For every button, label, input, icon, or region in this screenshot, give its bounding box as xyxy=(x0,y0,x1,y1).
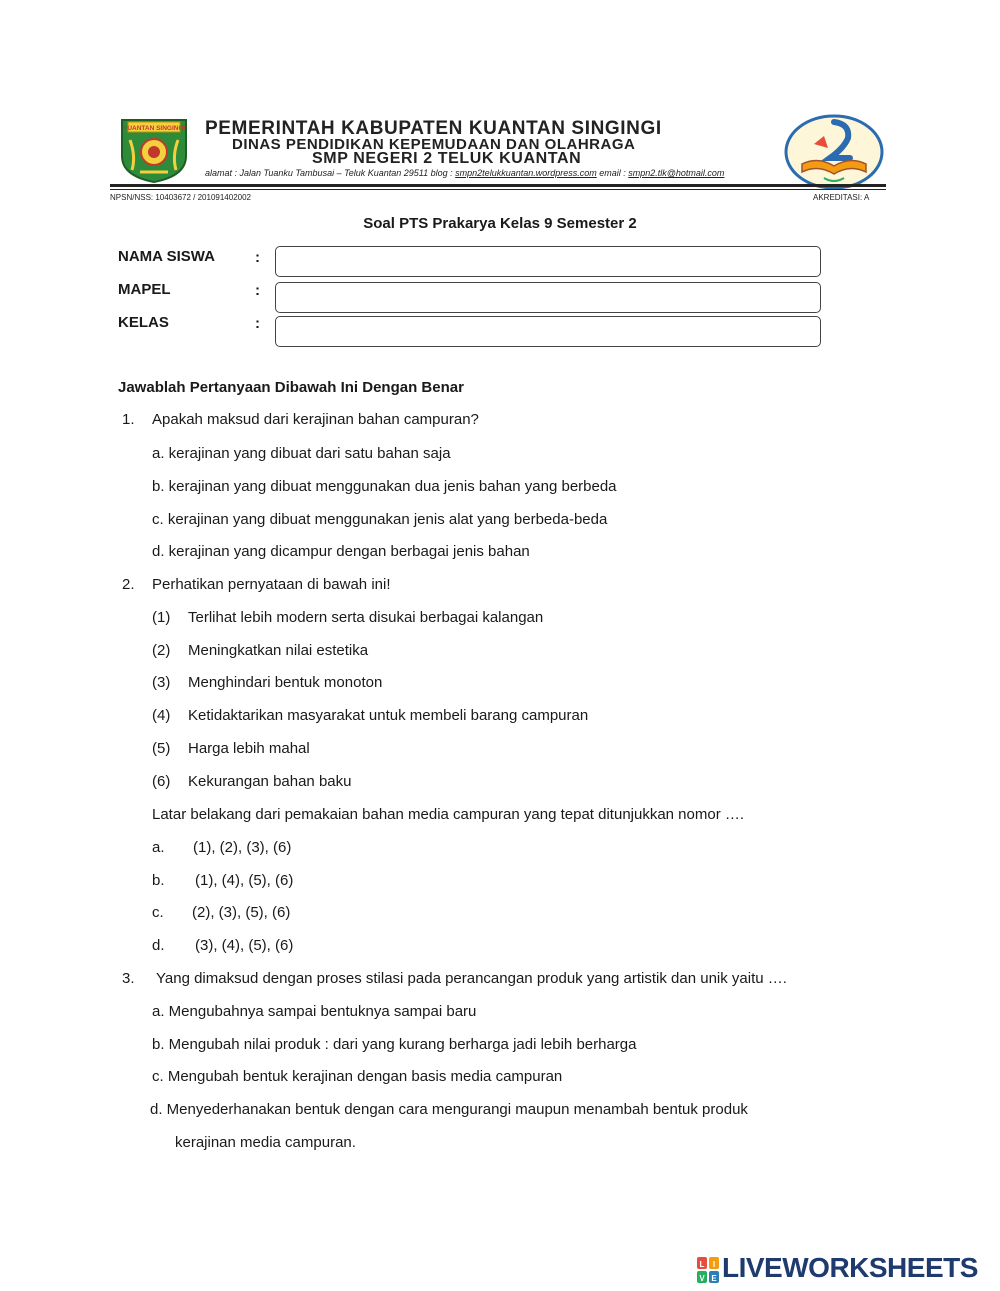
subject-input[interactable] xyxy=(275,282,821,313)
regency-emblem-icon xyxy=(118,116,190,184)
liveworksheets-logo-icon xyxy=(697,1257,719,1283)
option-letter: c. xyxy=(152,904,164,921)
npsn-number: NPSN/NSS: 10403672 / 201091402002 xyxy=(110,193,251,202)
email-label: email : xyxy=(596,168,629,178)
badge-letter: L xyxy=(699,1260,705,1269)
badge-letter: I xyxy=(712,1260,716,1269)
answer-option[interactable]: a. Mengubahnya sampai bentuknya sampai baru xyxy=(152,1003,477,1020)
answer-option[interactable]: (1), (4), (5), (6) xyxy=(195,872,294,889)
badge-letter: V xyxy=(699,1274,705,1283)
answer-option[interactable]: (3), (4), (5), (6) xyxy=(195,937,294,954)
badge-letter: E xyxy=(711,1274,717,1283)
answer-option[interactable]: c. kerajinan yang dibuat menggunakan jenis alat yang berbeda-beda xyxy=(152,511,608,528)
question-text: Apakah maksud dari kerajinan bahan campuran? xyxy=(152,411,479,428)
answer-option[interactable]: a. kerajinan yang dibuat dari satu bahan saja xyxy=(152,445,451,462)
blog-link[interactable]: smpn2telukkuantan.wordpress.com xyxy=(455,168,597,178)
field-colon: : xyxy=(255,249,260,266)
liveworksheets-badge xyxy=(697,1257,719,1288)
question-number: 1. xyxy=(122,411,135,428)
statement-number: (2) xyxy=(152,642,171,659)
accreditation: AKREDITASI: A xyxy=(813,193,870,202)
field-colon: : xyxy=(255,315,260,332)
question-prompt: Latar belakang dari pemakaian bahan media campuran yang tepat ditunjukkan nomor …. xyxy=(152,806,745,823)
question-number: 3. xyxy=(122,970,135,987)
letterhead-rule-thin xyxy=(110,189,886,190)
answer-option[interactable]: d. Menyederhanakan bentuk dengan cara mengurangi maupun menambah bentuk produk xyxy=(150,1101,748,1118)
statement-text: Terlihat lebih modern serta disukai berbagai kalangan xyxy=(188,609,544,626)
school-emblem-icon xyxy=(784,114,884,190)
field-label-name: NAMA SISWA xyxy=(118,248,215,265)
answer-option[interactable]: (2), (3), (5), (6) xyxy=(192,904,291,921)
exam-title: Soal PTS Prakarya Kelas 9 Semester 2 xyxy=(363,215,637,232)
answer-option[interactable]: b. Mengubah nilai produk : dari yang kurang berharga jadi lebih berharga xyxy=(152,1036,637,1053)
statement-text: Menghindari bentuk monoton xyxy=(188,674,383,691)
answer-option[interactable]: c. Mengubah bentuk kerajinan dengan basis media campuran xyxy=(152,1068,563,1085)
answer-option-continuation: kerajinan media campuran. xyxy=(175,1134,356,1151)
email-link[interactable]: smpn2.tlk@hotmail.com xyxy=(628,168,725,178)
liveworksheets-watermark: LIVEWORKSHEETS xyxy=(722,1252,978,1283)
option-letter: a. xyxy=(152,839,165,856)
address-text: alamat : Jalan Tuanku Tambusai – Teluk Kuantan 29511 blog : xyxy=(205,168,456,178)
letterhead-address xyxy=(205,168,724,178)
letterhead-school: SMP NEGERI 2 TELUK KUANTAN xyxy=(312,150,582,167)
field-label-class: KELAS xyxy=(118,314,169,331)
option-letter: d. xyxy=(152,937,165,954)
question-text: Yang dimaksud dengan proses stilasi pada perancangan produk yang artistik dan unik yaitu …. xyxy=(156,970,787,987)
statement-number: (1) xyxy=(152,609,171,626)
answer-option[interactable]: (1), (2), (3), (6) xyxy=(193,839,292,856)
answer-option[interactable]: d. kerajinan yang dicampur dengan berbagai jenis bahan xyxy=(152,543,530,560)
letterhead-rule-thick xyxy=(110,184,886,187)
question-text: Perhatikan pernyataan di bawah ini! xyxy=(152,576,391,593)
answer-option[interactable]: b. kerajinan yang dibuat menggunakan dua jenis bahan yang berbeda xyxy=(152,478,617,495)
letterhead-government: PEMERINTAH KABUPATEN KUANTAN SINGINGI xyxy=(205,118,662,139)
option-letter: b. xyxy=(152,872,165,889)
statement-text: Ketidaktarikan masyarakat untuk membeli barang campuran xyxy=(188,707,589,724)
statement-text: Kekurangan bahan baku xyxy=(188,773,352,790)
field-colon: : xyxy=(255,282,260,299)
statement-number: (4) xyxy=(152,707,171,724)
left-regency-logo xyxy=(118,116,190,184)
logo-banner-text: KUANTAN SINGINGI xyxy=(122,125,186,132)
field-label-subject: MAPEL xyxy=(118,281,171,298)
question-number: 2. xyxy=(122,576,135,593)
instruction: Jawablah Pertanyaan Dibawah Ini Dengan Benar xyxy=(118,379,464,396)
letterhead-department: DINAS PENDIDIKAN KEPEMUDAAN DAN OLAHRAGA xyxy=(232,136,636,153)
statement-number: (5) xyxy=(152,740,171,757)
statement-text: Meningkatkan nilai estetika xyxy=(188,642,369,659)
student-name-input[interactable] xyxy=(275,246,821,277)
statement-text: Harga lebih mahal xyxy=(188,740,310,757)
statement-number: (6) xyxy=(152,773,171,790)
statement-number: (3) xyxy=(152,674,171,691)
right-school-logo xyxy=(784,114,884,190)
class-input[interactable] xyxy=(275,316,821,347)
